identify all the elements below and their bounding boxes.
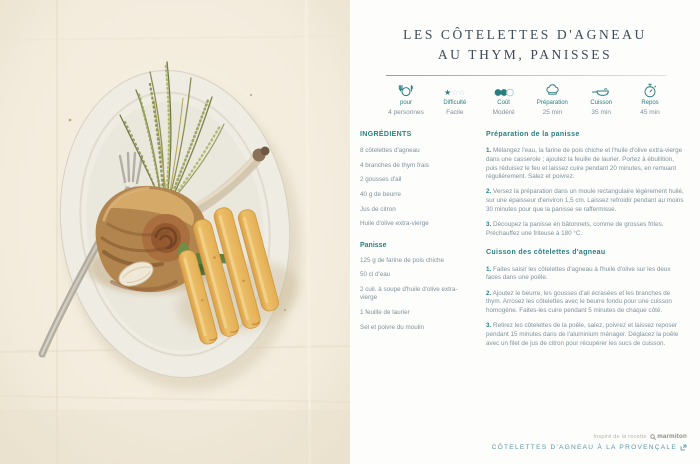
cooking-step bbox=[486, 266, 686, 283]
ingredient-item: 50 cl d'eau bbox=[360, 271, 391, 279]
step-text: Retirez les côtelettes de la poêle, salez, poivrez et laissez reposer pendant 15 minutes dans de l'aluminium ménager. Déglacez la poêle avec un filet de jus de citron pour récupérer les sucs de cuisson. bbox=[486, 322, 679, 347]
source-recipe-link[interactable] bbox=[492, 444, 687, 451]
ingredient-item: 40 g de beurre bbox=[360, 191, 401, 199]
chef-hat-icon bbox=[528, 83, 576, 98]
credit-prefix: Inspiré de la recette bbox=[593, 433, 647, 440]
step-text: Faites saisir les côtelettes d'agneau à l'huile d'olive sur les deux faces dans une poêle. bbox=[486, 265, 671, 282]
info-prep-time-value: 25 min bbox=[542, 108, 563, 116]
recipe-title bbox=[350, 25, 700, 66]
cooking-header: Cuisson des côtelettes d'agneau bbox=[486, 249, 606, 257]
info-cost-label: Coût bbox=[497, 99, 510, 106]
preparation-step bbox=[486, 188, 686, 214]
info-difficulty-value: Facile bbox=[446, 108, 464, 116]
info-cost bbox=[480, 83, 528, 116]
step-number: 1. bbox=[486, 147, 492, 155]
source-recipe-link-label: CÔTELETTES D'AGNEAU À LA PROVENÇALE bbox=[491, 444, 677, 451]
preparation-step bbox=[486, 147, 686, 182]
external-link-icon bbox=[680, 444, 687, 451]
ingredients-column bbox=[360, 131, 482, 355]
step-text: Mélangez l'eau, la farine de pois chiche et l'huile d'olive extra-vierge dans une casserole ; ajoutez la feuille de laurier. Portez à ébullition, puis réduisez le feu et laissez cuire pendant 20 minutes, en remuant régulièrement. Salez et poivrez. bbox=[486, 147, 683, 181]
plate-cutlery-icon bbox=[382, 83, 430, 98]
info-servings-label: pour bbox=[399, 99, 412, 106]
coins-icon bbox=[480, 83, 528, 98]
recipe-info-bar bbox=[350, 76, 700, 116]
recipe-page bbox=[350, 0, 700, 464]
ingredient-item: 8 côtelettes d'agneau bbox=[360, 147, 420, 155]
recipe-footer bbox=[492, 433, 687, 451]
step-text: Versez la préparation dans un moule rectangulaire légèrement huilé, sur une épaisseur d'environ 1,5 cm. Laissez refroidir pendant au moins 30 minutes pour que la panisse se raffermisse. bbox=[486, 188, 684, 213]
ingredient-item: 2 cuil. à soupe d'huile d'olive extra-vierge bbox=[360, 286, 458, 302]
brand-name: marmiton bbox=[657, 433, 687, 440]
preparation-header: Préparation de la panisse bbox=[486, 130, 580, 138]
info-difficulty-label: Difficulté bbox=[443, 99, 467, 106]
ingredient-item: Huile d'olive extra-vierge bbox=[360, 220, 429, 228]
step-text: Découpez la panisse en bâtonnets, comme de grosses frites. Préchauffez une friteuse à 180 °C. bbox=[486, 220, 664, 237]
info-difficulty bbox=[431, 83, 479, 116]
info-prep-time-label: Préparation bbox=[536, 99, 568, 106]
ingredient-item: 2 gousses d'ail bbox=[360, 176, 402, 184]
info-rest-time-value: 45 min bbox=[640, 108, 660, 116]
info-cook-time-label: Cuisson bbox=[590, 99, 613, 106]
ingredient-item: 4 branches de thym frais bbox=[360, 161, 429, 169]
marmiton-mark-icon bbox=[650, 434, 656, 440]
step-number: 2. bbox=[486, 188, 492, 196]
panisse-subheader: Panisse bbox=[360, 241, 387, 249]
info-cook-time bbox=[577, 83, 625, 116]
info-cost-value: Modéré bbox=[492, 108, 515, 116]
step-number: 2. bbox=[486, 289, 492, 297]
preparation-step bbox=[486, 221, 686, 238]
ingredient-item: 125 g de farine de pois chiche bbox=[360, 256, 445, 264]
ingredient-item: 1 feuille de laurier bbox=[360, 308, 410, 316]
cooking-step bbox=[486, 322, 686, 348]
step-number: 3. bbox=[486, 322, 492, 330]
info-rest-time-label: Repos bbox=[641, 99, 659, 106]
step-number: 3. bbox=[486, 220, 492, 228]
recipe-title-line2: AU THYM, PANISSES bbox=[437, 47, 613, 63]
timer-icon bbox=[626, 83, 674, 98]
steps-column bbox=[482, 131, 686, 355]
info-prep-time bbox=[528, 83, 576, 116]
pan-icon bbox=[577, 83, 625, 98]
step-number: 1. bbox=[486, 265, 492, 273]
credit-line bbox=[492, 433, 687, 440]
info-servings-value: 4 personnes bbox=[388, 108, 424, 116]
info-cook-time-value: 35 min bbox=[591, 108, 611, 116]
ingredient-item: Sel et poivre du moulin bbox=[360, 323, 425, 331]
ingredient-item: Jus de citron bbox=[360, 205, 396, 213]
cooking-step bbox=[486, 290, 686, 316]
recipe-title-line1: LES CÔTELETTES D'AGNEAU bbox=[403, 27, 647, 42]
ingredients-header: INGRÉDIENTS bbox=[360, 130, 412, 138]
recipe-content bbox=[350, 116, 700, 355]
stars-icon: ★☆☆ bbox=[444, 87, 466, 97]
info-servings bbox=[382, 83, 430, 116]
marmiton-logo[interactable] bbox=[650, 433, 687, 440]
step-text: Ajoutez le beurre, les gousses d'ail écrasées et les branches de thym. Arrosez les côtelettes avec le beurre fondu pour une cuisson homogène. Faites-les cuire pendant 5 minutes de chaque côté. bbox=[486, 289, 672, 314]
info-rest-time bbox=[626, 83, 674, 116]
